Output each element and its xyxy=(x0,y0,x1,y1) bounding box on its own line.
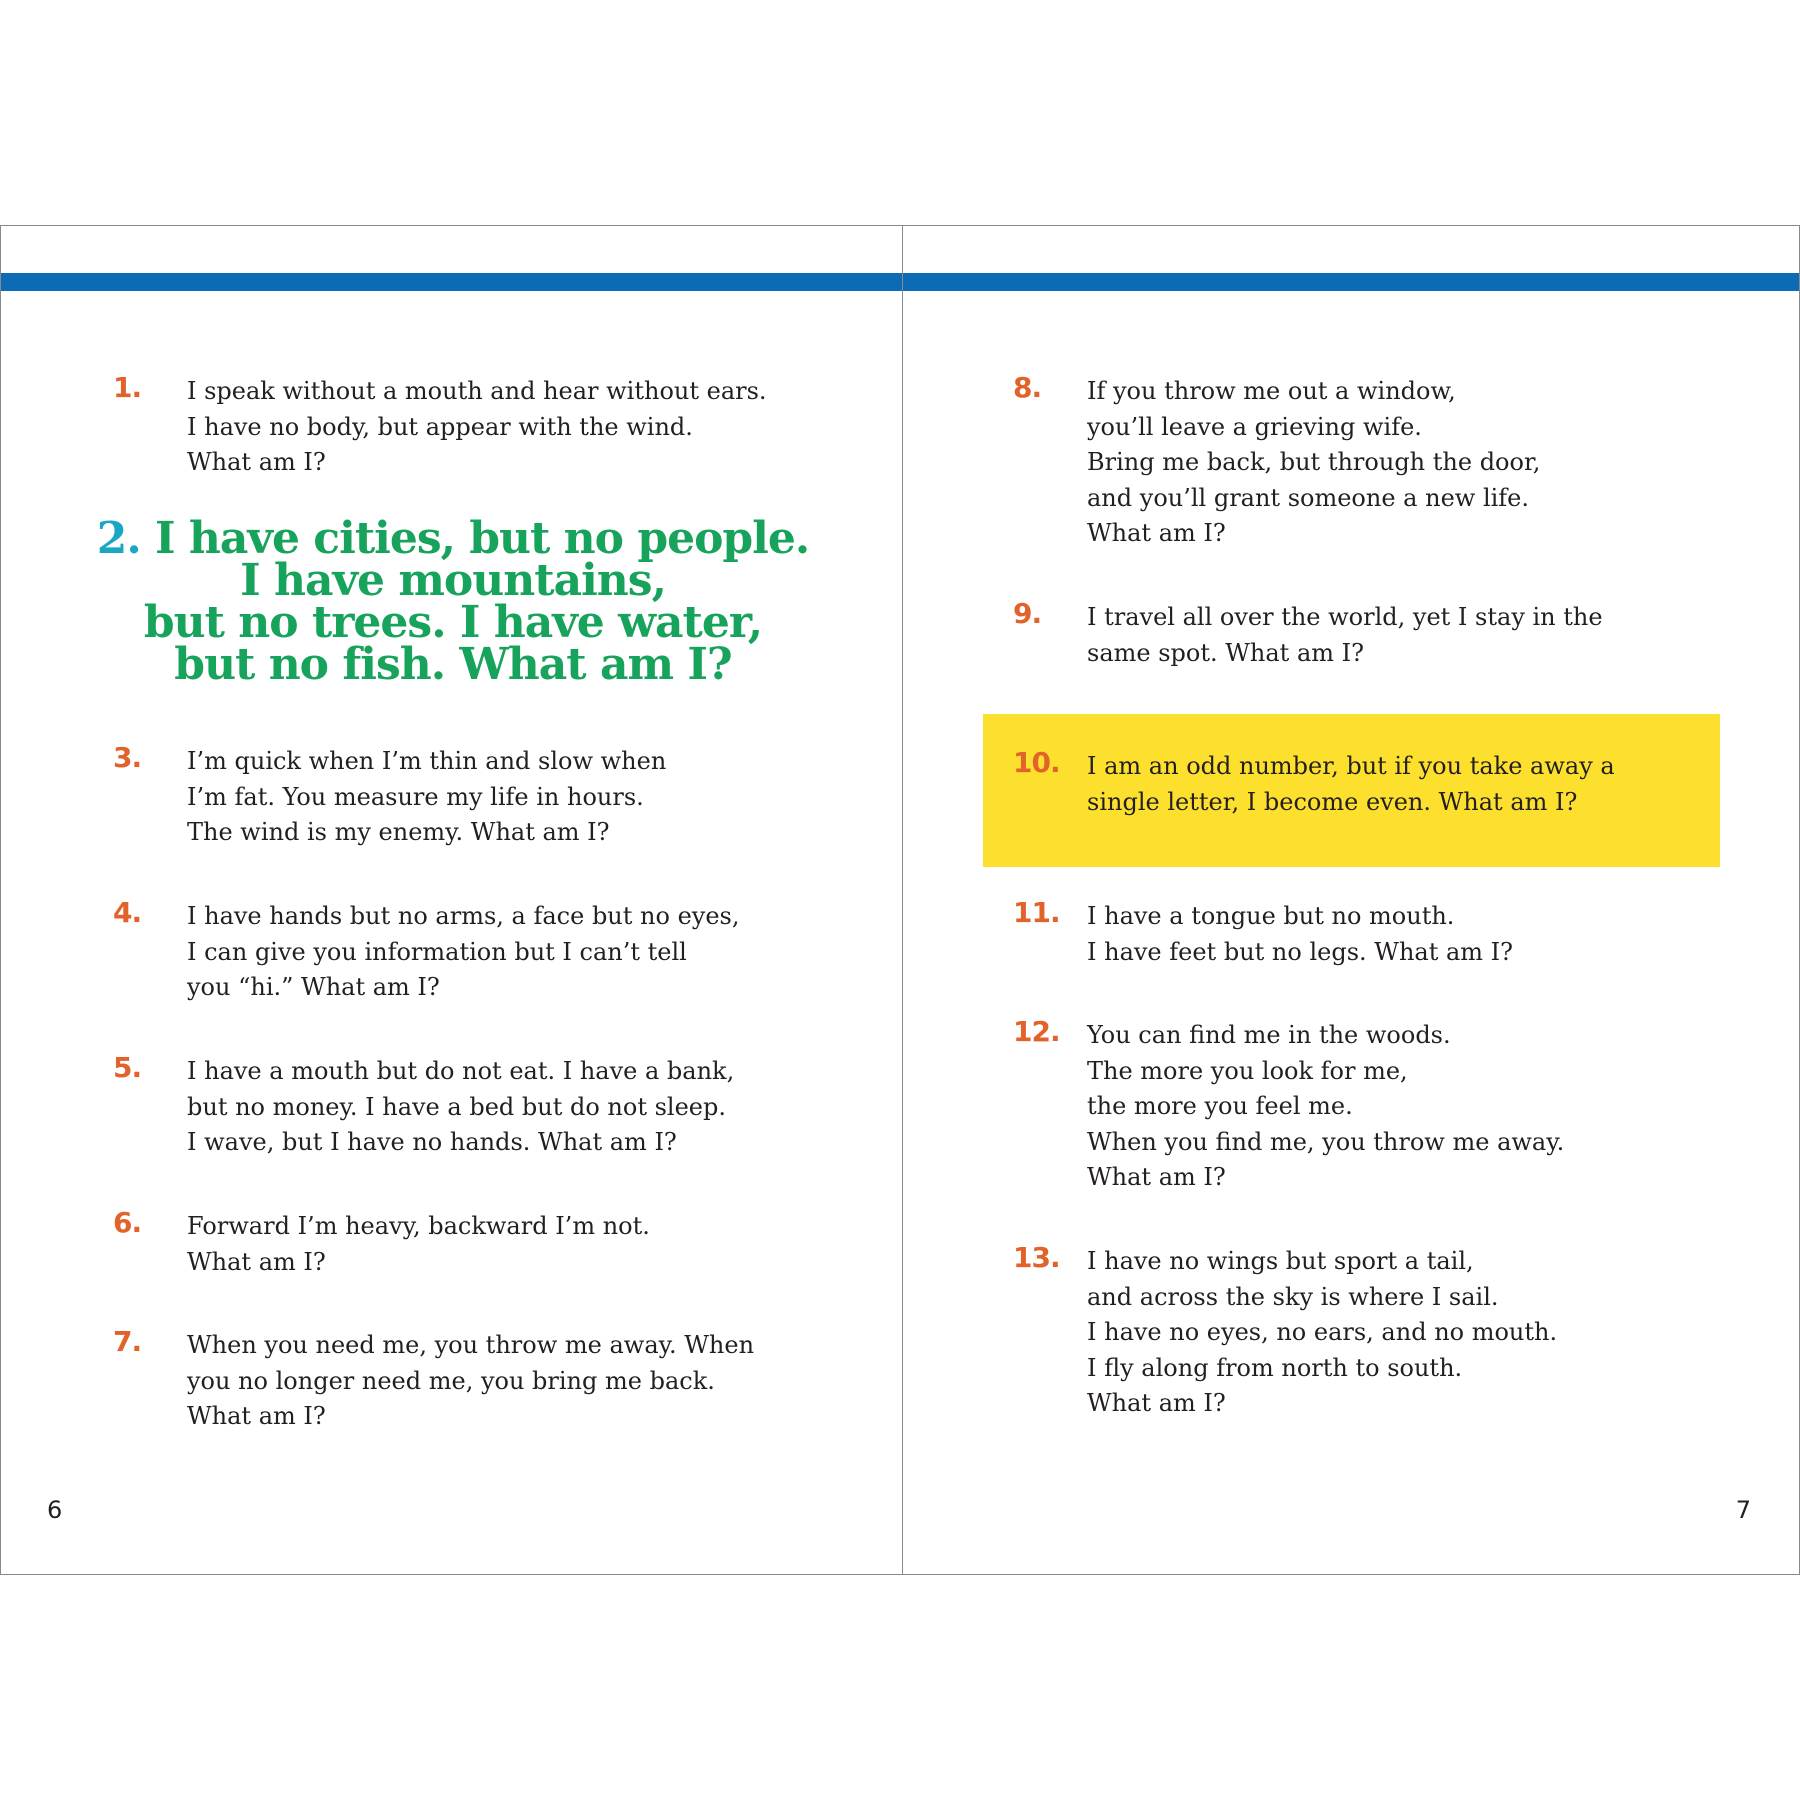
riddle-text: I’m quick when I’m thin and slow when I’m fat. You measure my life in hours. The wind is my enemy. What am I? xyxy=(187,747,667,846)
featured-number: 2. xyxy=(96,513,141,564)
riddle-11 xyxy=(1013,896,1514,970)
riddle-number: 4. xyxy=(113,896,142,929)
riddle-number: 9. xyxy=(1013,597,1042,630)
page-number-left: 6 xyxy=(47,1496,63,1524)
riddle-number: 1. xyxy=(113,371,142,404)
riddle-number: 3. xyxy=(113,741,142,774)
riddle-text: You can find me in the woods. The more you look for me, the more you feel me. When you find me, you throw me away. What am I? xyxy=(1087,1021,1565,1191)
riddle-10 xyxy=(1013,746,1615,820)
riddle-9 xyxy=(1013,597,1603,671)
page-number-right: 7 xyxy=(1735,1496,1751,1524)
book-spread xyxy=(0,225,1800,1575)
riddle-text: I have a mouth but do not eat. I have a bank, but no money. I have a bed but do not sleep. I wave, but I have no hands. What am I? xyxy=(187,1057,735,1156)
riddle-text: I travel all over the world, yet I stay in the same spot. What am I? xyxy=(1087,603,1603,667)
featured-riddle-2 xyxy=(93,513,813,690)
riddle-number: 13. xyxy=(1013,1241,1060,1274)
top-color-band xyxy=(903,273,1799,291)
riddle-number: 12. xyxy=(1013,1015,1060,1048)
riddle-3 xyxy=(113,741,667,851)
riddle-number: 5. xyxy=(113,1051,142,1084)
riddle-13 xyxy=(1013,1241,1558,1422)
featured-line-1: 2. I have cities, but no people. xyxy=(96,513,810,564)
left-page xyxy=(1,226,903,1574)
riddle-number: 11. xyxy=(1013,896,1060,929)
riddle-text: Forward I’m heavy, backward I’m not. What am I? xyxy=(187,1212,650,1276)
right-page xyxy=(903,226,1799,1574)
featured-line-3: but no trees. I have water, xyxy=(143,597,763,648)
riddle-text: I have hands but no arms, a face but no eyes, I can give you information but I can’t tell you “hi.” What am I? xyxy=(187,902,740,1001)
riddle-7 xyxy=(113,1325,755,1435)
riddle-number: 6. xyxy=(113,1206,142,1239)
riddle-number: 8. xyxy=(1013,371,1042,404)
riddle-text: I have no wings but sport a tail, and across the sky is where I sail. I have no eyes, no ears, and no mouth. I fly along from north to south. What am I? xyxy=(1087,1247,1558,1417)
riddle-5 xyxy=(113,1051,735,1161)
riddle-number: 7. xyxy=(113,1325,142,1358)
riddle-number: 10. xyxy=(1013,746,1060,779)
featured-line-4: but no fish. What am I? xyxy=(174,639,732,690)
riddle-8 xyxy=(1013,371,1541,552)
riddle-4 xyxy=(113,896,740,1006)
riddle-text: I speak without a mouth and hear without ears. I have no body, but appear with the wind. What am I? xyxy=(187,377,767,476)
top-color-band xyxy=(1,273,902,291)
riddle-text: If you throw me out a window, you’ll leave a grieving wife. Bring me back, but through the door, and you’ll grant someone a new life. What am I? xyxy=(1087,377,1541,547)
riddle-text: When you need me, you throw me away. When you no longer need me, you bring me back. What am I? xyxy=(187,1331,755,1430)
featured-line-2: I have mountains, xyxy=(240,555,666,606)
riddle-6 xyxy=(113,1206,650,1280)
riddle-1 xyxy=(113,371,767,481)
riddle-text: I am an odd number, but if you take away a single letter, I become even. What am I? xyxy=(1087,752,1615,816)
riddle-12 xyxy=(1013,1015,1565,1196)
riddle-text: I have a tongue but no mouth. I have feet but no legs. What am I? xyxy=(1087,902,1514,966)
